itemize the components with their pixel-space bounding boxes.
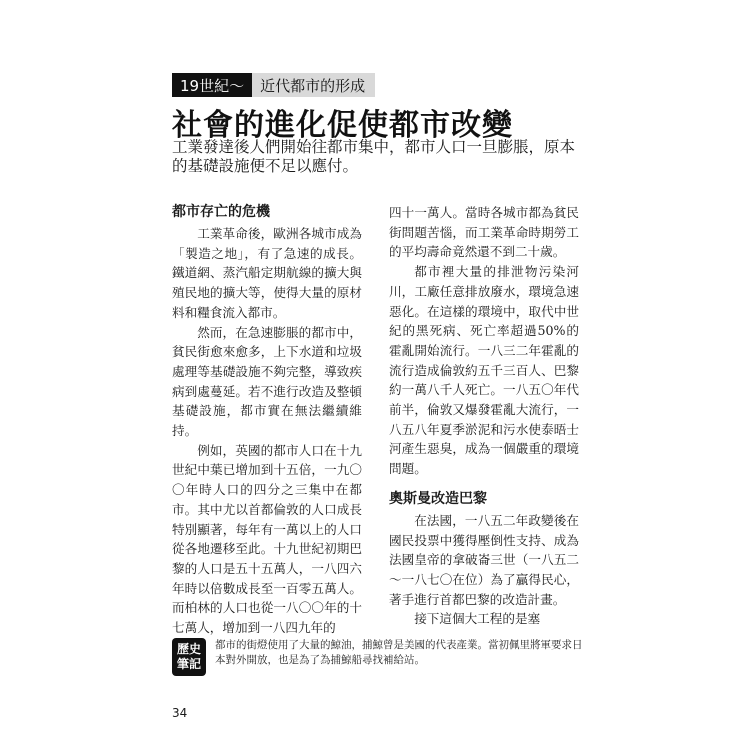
paragraph: 都市裡大量的排泄物污染河川，工廠任意排放廢水，環境急速惡化。在這樣的環境中，取代中世紀的黑死病、死亡率超過50%的霍亂開始流行。一八三二年霍亂的流行造成倫敦約五千三百人、巴黎約一萬八千人死亡。一八五〇年代前半，倫敦又爆發霍亂大流行，一八五八年夏季淤泥和污水使泰晤士河產生惡臭，成為一個嚴重的環境問題。 bbox=[389, 264, 579, 477]
page-title: 社會的進化促使都市改變 bbox=[172, 108, 513, 143]
paragraph: 工業革命後，歐洲各城市成為「製造之地」，有了急速的成長。鐵道網、蒸汽船定期航線的擴大與殖民地的擴大等，使得大量的原材料和糧食流入都市。 bbox=[172, 226, 362, 320]
topic-label: 近代都市的形成 bbox=[252, 73, 375, 97]
history-note bbox=[172, 638, 587, 676]
history-note-text: 都市的街燈使用了大量的鯨油，捕鯨曾是美國的代表產業。當初佩里將軍要求日本對外開放，也是為了為捕鯨船尋找補給站。 bbox=[215, 639, 583, 666]
right-column bbox=[389, 203, 579, 629]
paragraph: 例如，英國的都市人口在十九世紀中葉已增加到十五倍，一九〇〇年時人口的四分之三集中在都市。其中尤以首都倫敦的人口成長特別顯著，每年有一萬以上的人口從各地遷移至此。十九世紀初期巴黎的人口是五十五萬人，一八四六年時以倍數成長至一百零五萬人。而柏林的人口也從一八〇〇年的十七萬人，增加到一八四九年的 bbox=[172, 442, 362, 636]
paragraph: 然而，在急速膨脹的都市中，貧民街愈來愈多，上下水道和垃圾處理等基礎設施不夠完整，導致疾病到處蔓延。若不進行改造及整頓基礎設施，都市實在無法繼續維持。 bbox=[172, 324, 362, 439]
page-number: 34 bbox=[172, 706, 188, 720]
history-note-badge bbox=[172, 638, 206, 676]
era-label: 19世紀～ bbox=[172, 73, 252, 97]
lead-paragraph: 工業發達後人們開始往都市集中，都市人口一旦膨脹，原本的基礎設施便不足以應付。 bbox=[172, 138, 576, 175]
badge-line: 筆記 bbox=[176, 657, 201, 671]
era-tag bbox=[172, 73, 375, 97]
paragraph: 接下這個大工程的是塞 bbox=[414, 611, 541, 627]
badge-line: 歷史 bbox=[176, 642, 201, 656]
paragraph: 在法國，一八五二年政變後在國民投票中獲得壓倒性支持、成為法國皇帝的拿破崙三世（一八五二～一八七〇在位）為了贏得民心，著手進行首都巴黎的改造計畫。 bbox=[389, 512, 579, 607]
section-heading-crisis: 都市存亡的危機 bbox=[172, 204, 270, 220]
paragraph-continuation: 四十一萬人。當時各城市都為貧民街問題苦惱，而工業革命時期勞工的平均壽命竟然還不到二十歲。 bbox=[389, 205, 579, 260]
section-heading-haussmann: 奧斯曼改造巴黎 bbox=[389, 490, 487, 507]
left-column bbox=[172, 202, 362, 638]
